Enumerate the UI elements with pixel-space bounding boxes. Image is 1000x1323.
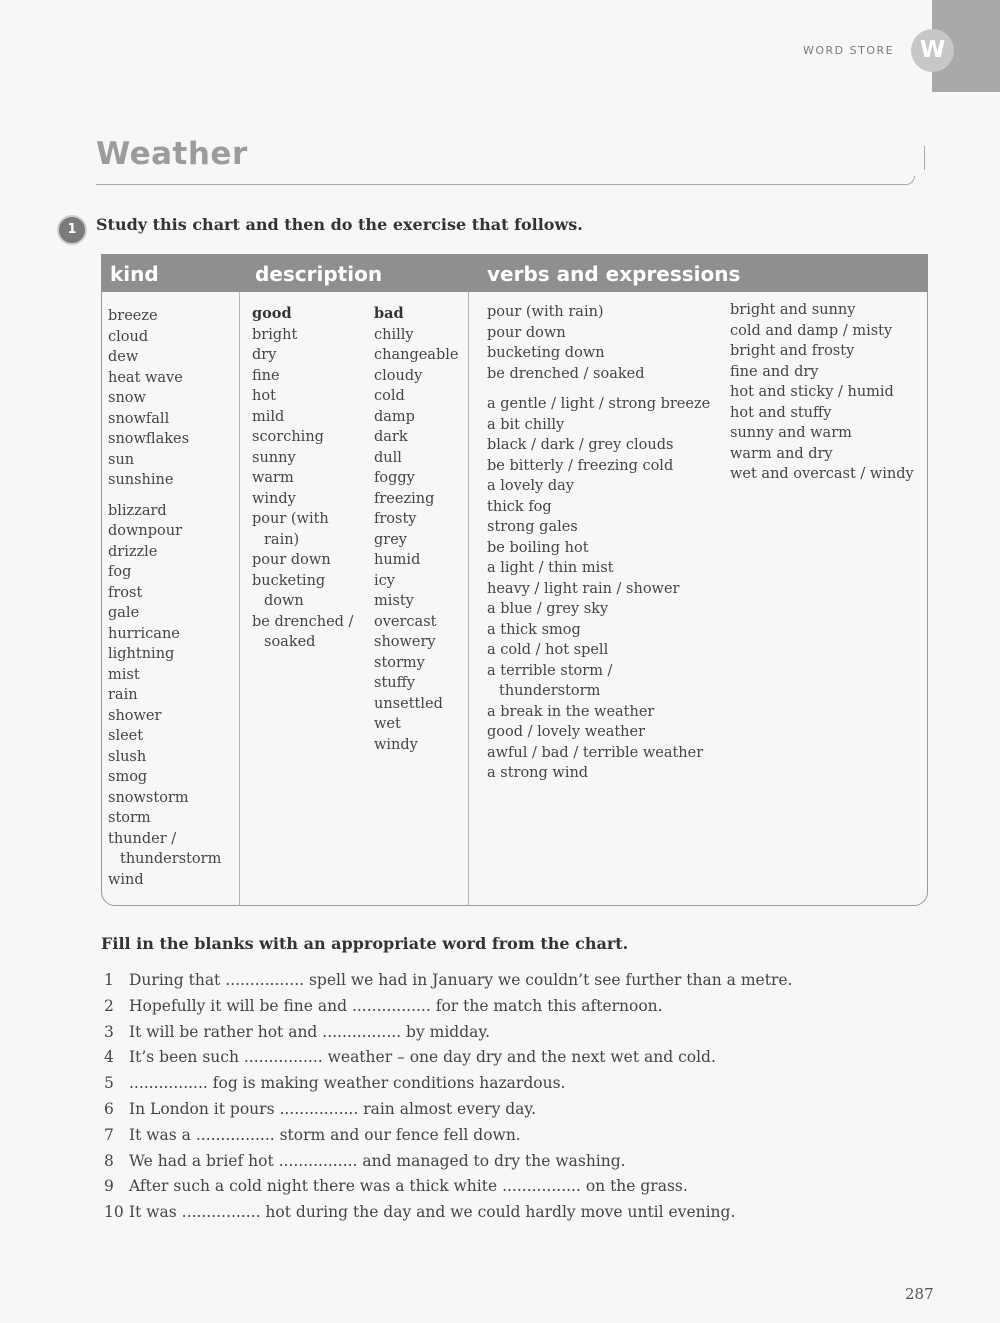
exercise-number-badge: 1 [57, 215, 87, 245]
list-item: be drenched / [252, 613, 354, 630]
exercise-item [104, 1200, 792, 1226]
list-item: drizzle [108, 543, 158, 560]
list-item: overcast [374, 613, 437, 630]
list-item: a bit chilly [487, 416, 565, 433]
list-item: bright and frosty [730, 343, 855, 359]
exercise-item [104, 1123, 792, 1149]
title-underline [96, 176, 915, 185]
list-item: dull [374, 449, 402, 466]
list-item: hot and stuffy [730, 404, 832, 421]
list-item: sleet [108, 728, 144, 744]
list-item: a light / thin mist [487, 560, 614, 576]
list-item: snowstorm [108, 789, 189, 806]
item-sentence: It’s been such ................ weather – one day dry and the next wet and cold. [129, 1048, 716, 1067]
list-item: dew [108, 349, 139, 365]
exercise-item [104, 968, 792, 994]
list-item: windy [252, 490, 296, 507]
exercise-items [104, 968, 792, 1226]
item-number: 4 [104, 1048, 114, 1067]
verbs-list-1 [487, 302, 710, 384]
header-verbs-expressions: verbs and expressions [487, 262, 741, 286]
list-item: humid [374, 552, 421, 568]
list-item: storm [108, 810, 151, 826]
list-item: hot [252, 388, 276, 404]
list-item: warm [252, 470, 294, 486]
page-number: 287 [905, 1285, 934, 1303]
section-badge: W [911, 29, 954, 72]
list-item: frosty [374, 511, 417, 527]
list-item: warm and dry [730, 445, 833, 462]
list-item: stuffy [374, 675, 416, 691]
item-number: 10 [104, 1203, 124, 1222]
verbs-column [487, 302, 710, 784]
item-sentence: Hopefully it will be fine and ................ for the match this afternoon. [129, 996, 663, 1015]
list-item: smog [108, 769, 148, 785]
list-item: scorching [252, 429, 324, 445]
exercise-item [104, 1149, 792, 1175]
list-item: misty [374, 593, 414, 609]
item-sentence: After such a cold night there was a thick white ................ on the grass. [129, 1177, 688, 1196]
list-item: a cold / hot spell [487, 642, 609, 658]
list-item: dark [374, 429, 408, 445]
list-item: wet [374, 716, 401, 732]
list-item: foggy [374, 470, 415, 486]
list-item: slush [108, 748, 147, 765]
column-divider [468, 292, 469, 905]
header-kind: kind [110, 262, 159, 286]
list-item: chilly [374, 326, 414, 343]
list-item: cloudy [374, 367, 423, 384]
list-item: sunny [252, 449, 296, 466]
list-item: heavy / light rain / shower [487, 580, 680, 597]
list-item: good / lovely weather [487, 724, 646, 740]
expressions-list [730, 300, 914, 485]
list-item: snowfall [108, 410, 170, 427]
list-item: strong gales [487, 519, 578, 535]
exercise-item [104, 1097, 792, 1123]
list-item: black / dark / grey clouds [487, 437, 674, 453]
list-item: downpour [108, 523, 183, 539]
list-item: hot and sticky / humid [730, 384, 894, 400]
item-number: 9 [104, 1177, 114, 1196]
list-item: sunny and warm [730, 425, 852, 441]
list-item: pour (with [252, 511, 329, 527]
list-item: be drenched / soaked [487, 365, 645, 382]
list-item: rain) [264, 531, 300, 548]
list-item: pour down [252, 552, 331, 568]
list-item: mist [108, 666, 140, 683]
list-item: freezing [374, 490, 435, 507]
header-description: description [255, 262, 383, 286]
list-item: unsettled [374, 695, 443, 712]
list-item: dry [252, 347, 277, 363]
exercise-instruction: Study this chart and then do the exercise that follows. [96, 215, 583, 234]
item-sentence: In London it pours ................ rain almost every day. [129, 1099, 537, 1118]
bad-column [374, 304, 458, 755]
list-item: wind [108, 871, 144, 888]
list-item: be bitterly / freezing cold [487, 457, 674, 474]
list-item: showery [374, 634, 436, 650]
list-item: cloud [108, 328, 149, 345]
item-sentence: During that ................ spell we had in January we couldn’t see further than a metre. [129, 971, 793, 989]
exercise-item [104, 1045, 792, 1071]
list-item: lightning [108, 646, 175, 662]
list-item: a thick smog [487, 621, 581, 638]
list-item: a gentle / light / strong breeze [487, 396, 711, 412]
list-item: bright [252, 326, 298, 343]
list-item: fog [108, 564, 132, 580]
list-item: awful / bad / terrible weather [487, 744, 704, 761]
item-number: 1 [104, 971, 114, 989]
item-number: 2 [104, 996, 114, 1015]
list-item: thunderstorm [120, 851, 222, 867]
list-item: stormy [374, 654, 425, 671]
list-item: thunderstorm [499, 683, 601, 699]
list-item: a blue / grey sky [487, 601, 609, 617]
list-item: fine [252, 367, 280, 384]
bad-heading: bad [374, 305, 404, 322]
list-item: down [264, 593, 304, 609]
verbs-list-2 [487, 394, 710, 681]
list-item: shower [108, 707, 162, 724]
item-number: 5 [104, 1074, 114, 1093]
item-number: 8 [104, 1151, 114, 1170]
item-sentence: It was a ................ storm and our fence fell down. [129, 1125, 521, 1144]
item-number: 6 [104, 1099, 114, 1118]
list-item: windy [374, 736, 418, 753]
list-item: grey [374, 531, 407, 548]
list-item: icy [374, 572, 395, 589]
list-item: thunder / [108, 830, 177, 847]
list-item: heat wave [108, 369, 183, 386]
item-sentence: ................ fog is making weather conditions hazardous. [129, 1074, 566, 1093]
list-item: cold [374, 388, 405, 404]
exercise-item [104, 1071, 792, 1097]
title-underline-end [924, 146, 925, 170]
bad-list [374, 325, 458, 756]
list-item: damp [374, 408, 415, 425]
item-sentence: We had a brief hot ................ and managed to dry the washing. [129, 1151, 626, 1170]
good-column [252, 304, 353, 653]
item-number: 3 [104, 1022, 114, 1041]
list-item: gale [108, 605, 140, 621]
list-item: be boiling hot [487, 539, 589, 556]
list-item: bucketing down [487, 345, 605, 361]
kind-list-1 [108, 306, 221, 491]
list-item: pour down [487, 324, 566, 341]
list-item: hurricane [108, 625, 180, 642]
list-item: mild [252, 408, 285, 425]
list-item: pour (with rain) [487, 304, 604, 320]
page-title: Weather [96, 136, 248, 172]
list-item: sun [108, 451, 135, 468]
list-item: changeable [374, 347, 459, 363]
list-item: sunshine [108, 472, 174, 488]
list-item: a terrible storm / [487, 662, 613, 679]
list-item: a lovely day [487, 478, 574, 494]
list-item: bucketing [252, 572, 326, 589]
list-item: breeze [108, 308, 158, 324]
section-label: WORD STORE [803, 44, 895, 57]
good-heading: good [252, 305, 292, 322]
item-number: 7 [104, 1125, 114, 1144]
good-list [252, 325, 353, 530]
item-sentence: It was ................ hot during the day and we could hardly move until evening. [129, 1203, 736, 1222]
fill-in-title: Fill in the blanks with an appropriate word from the chart. [101, 934, 629, 953]
verbs-list-3 [487, 702, 710, 784]
list-item: snow [108, 390, 146, 406]
list-item: a strong wind [487, 765, 589, 781]
kind-list-2 [108, 501, 221, 850]
list-item: frost [108, 584, 143, 601]
list-item: rain [108, 687, 138, 703]
list-item: fine and dry [730, 363, 819, 380]
exercise-item [104, 1174, 792, 1200]
list-item: a break in the weather [487, 703, 655, 720]
exercise-item [104, 1020, 792, 1046]
list-item: soaked [264, 634, 316, 650]
exercise-item [104, 994, 792, 1020]
list-item: snowflakes [108, 431, 190, 447]
column-divider [239, 292, 240, 905]
list-item: wet and overcast / windy [730, 466, 914, 482]
expressions-column [730, 300, 914, 485]
kind-column [108, 306, 221, 890]
list-item: cold and damp / misty [730, 322, 893, 339]
list-item: thick fog [487, 498, 552, 515]
item-sentence: It will be rather hot and ................ by midday. [129, 1022, 491, 1041]
list-item: bright and sunny [730, 302, 856, 318]
list-item: blizzard [108, 502, 167, 519]
